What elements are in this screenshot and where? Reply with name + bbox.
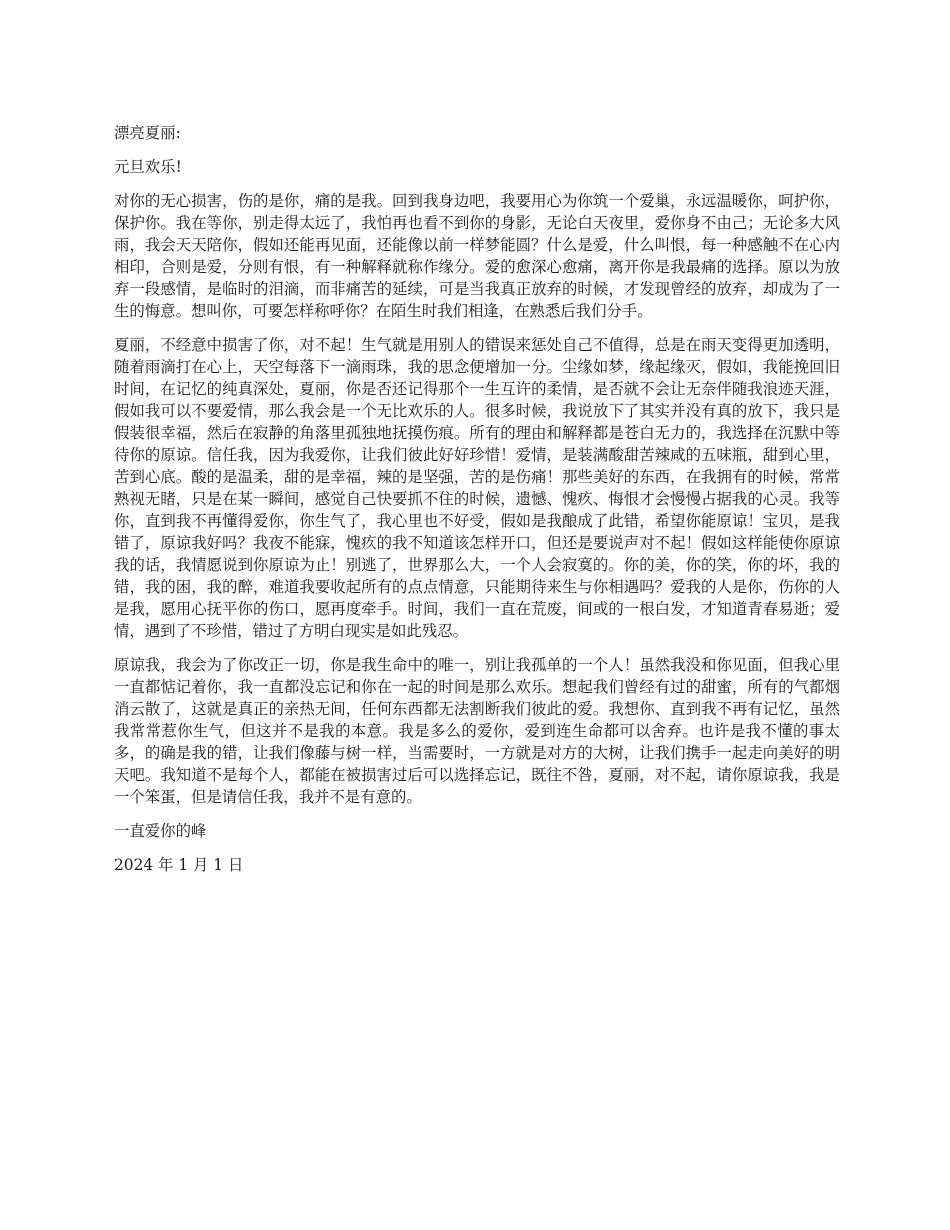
letter-page	[114, 122, 840, 876]
letter-paragraph-1: 对你的无心损害，伤的是你，痛的是我。回到我身边吧，我要用心为你筑一个爱巢，永远温暖你，呵护你，保护你。我在等你，别走得太远了，我怕再也看不到你的身影，无论白天夜里，爱你身不由己；无论多大风雨，我会天天陪你，假如还能再见面，还能像以前一样梦能圆？什么是爱，什么叫恨，每一种感触不在心内相印，合则是爱，分则有恨，有一种解释就称作缘分。爱的愈深心愈痛，离开你是我最痛的选择。原以为放弃一段感情，是临时的泪滴，而非痛苦的延续，可是当我真正放弃的时候，才发现曾经的放弃，却成为了一生的悔意。想叫你，可要怎样称呼你？在陌生时我们相逢，在熟悉后我们分手。	[114, 192, 840, 320]
letter-date: 2024 年 1 月 1 日	[114, 856, 244, 874]
letter-signature: 一直爱你的峰	[114, 822, 207, 840]
letter-greeting: 元旦欢乐!	[114, 158, 182, 176]
letter-paragraph-2: 夏丽，不经意中损害了你，对不起！生气就是用别人的错误来惩处自己不值得，总是在雨天变得更加透明，随着雨滴打在心上，天空每落下一滴雨珠，我的思念便增加一分。尘缘如梦，缘起缘灭，假如，我能挽回旧时间，在记忆的纯真深处，夏丽，你是否还记得那个一生互许的柔情，是否就不会让无奈伴随我浪迹天涯，假如我可以不要爱情，那么我会是一个无比欢乐的人。很多时候，我说放下了其实并没有真的放下，我只是假装很幸福，然后在寂静的角落里孤独地抚摸伤痕。所有的理由和解释都是苍白无力的，我选择在沉默中等待你的原谅。信任我，因为我爱你，让我们彼此好好珍惜！爱情，是装满酸甜苦辣咸的五味瓶，甜到心里，苦到心底。酸的是温柔，甜的是幸福，辣的是坚强，苦的是伤痛！那些美好的东西，在我拥有的时候，常常熟视无睹，只是在某一瞬间，感觉自己快要抓不住的时候，遗憾、愧疚、悔恨才会慢慢占据我的心灵。我等你，直到我不再懂得爱你，你生气了，我心里也不好受，假如是我酿成了此错，希望你能原谅！宝贝，是我错了，原谅我好吗？我夜不能寐，愧疚的我不知道该怎样开口，但还是要说声对不起！假如这样能使你原谅我的话，我情愿说到你原谅为止！别逃了，世界那么大，一个人会寂寞的。你的美，你的笑，你的坏，我的错，我的困，我的醉，难道我要收起所有的点点情意，只能期待来生与你相遇吗？爱我的人是你，伤你的人是我，愿用心抚平你的伤口，愿再度牵手。时间，我们一直在荒废，间或的一根白发，才知道青春易逝；爱情，遇到了不珍惜，错过了方明白现实是如此残忍。	[114, 336, 840, 640]
letter-salutation: 漂亮夏丽:	[114, 124, 181, 142]
letter-paragraph-3: 原谅我，我会为了你改正一切，你是我生命中的唯一，别让我孤单的一个人！虽然我没和你见面，但我心里一直都惦记着你，我一直都没忘记和你在一起的时间是那么欢乐。想起我们曾经有过的甜蜜，所有的气都烟消云散了，这就是真正的亲热无间，任何东西都无法割断我们彼此的爱。我想你、直到我不再有记忆，虽然我常常惹你生气，但这并不是我的本意。我是多么的爱你，爱到连生命都可以舍弃。也许是我不懂的事太多，的确是我的错，让我们像藤与树一样，当需要时，一方就是对方的大树，让我们携手一起走向美好的明天吧。我知道不是每个人，都能在被损害过后可以选择忘记，既往不咎，夏丽，对不起，请你原谅我，我是一个笨蛋，但是请信任我，我并不是有意的。	[114, 656, 840, 806]
